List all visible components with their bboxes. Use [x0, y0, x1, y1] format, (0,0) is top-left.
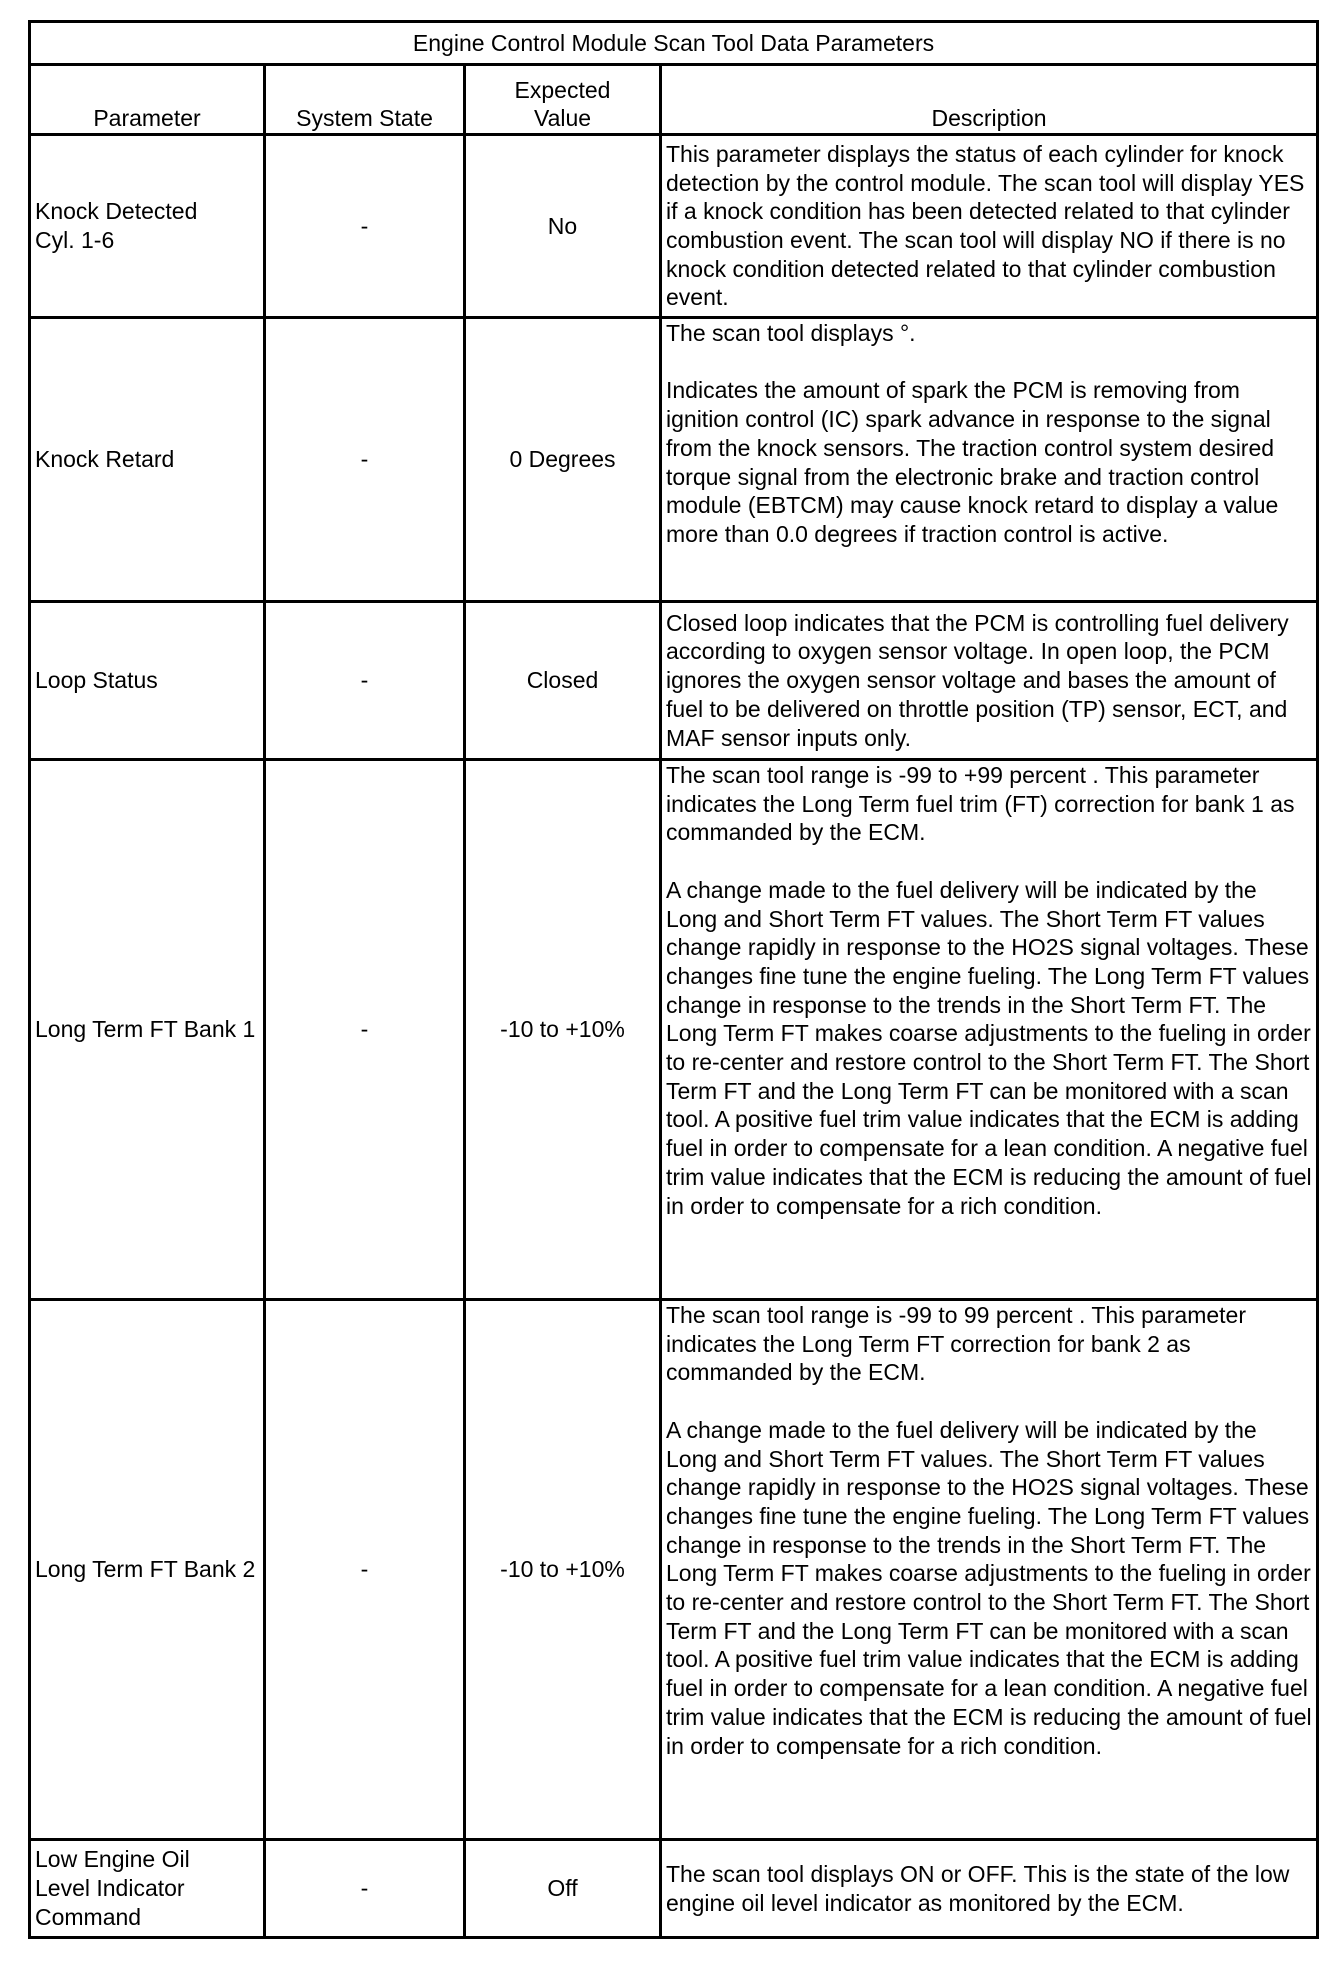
- row-parameter: Long Term FT Bank 1: [30, 760, 265, 1300]
- description-paragraph: The scan tool displays ON or OFF. This is the state of the low engine oil level indicator as monitored by the ECM.: [666, 1860, 1290, 1916]
- scan-tool-data-table: [28, 20, 1319, 1939]
- row-expected-value: No: [465, 135, 661, 318]
- row-parameter: Long Term FT Bank 2: [30, 1300, 265, 1840]
- row-system-state: -: [265, 135, 465, 318]
- table-row: [30, 1300, 1318, 1840]
- row-description: [661, 1840, 1318, 1938]
- row-description: [661, 602, 1318, 760]
- description-paragraph: The scan tool range is -99 to 99 percent . This parameter indicates the Long Term FT correction for bank 2 as commanded by the ECM.: [666, 1302, 1246, 1386]
- description-paragraph: Indicates the amount of spark the PCM is removing from ignition control (IC) spark advance in response to the signal from the knock sensors. The traction control system desired torque signal from the electronic brake and traction control module (EBTCM) may cause knock retard to display a value more than 0.0 degrees if traction control is active.: [666, 377, 1279, 547]
- header-expected-value: Expected Value: [465, 65, 661, 135]
- header-description: Description: [661, 65, 1318, 135]
- header-system-state: System State: [265, 65, 465, 135]
- description-paragraph: This parameter displays the status of each cylinder for knock detection by the control module. The scan tool will display YES if a knock condition has been detected related to that cylinder combustion event. The scan tool will display NO if there is no knock condition detected related to that cylinder combustion event.: [666, 140, 1305, 311]
- row-expected-value: Closed: [465, 602, 661, 760]
- row-description: [661, 1300, 1318, 1840]
- row-expected-value: 0 Degrees: [465, 318, 661, 602]
- table-row: [30, 1840, 1318, 1938]
- table-row: [30, 602, 1318, 760]
- row-parameter: Low Engine Oil Level Indicator Command: [30, 1840, 265, 1938]
- header-parameter: Parameter: [30, 65, 265, 135]
- row-system-state: -: [265, 318, 465, 602]
- description-paragraph: A change made to the fuel delivery will be indicated by the Long and Short Term FT values. The Short Term FT values change rapidly in response to the HO2S signal voltages. These changes fine tune the engine fueling. The Long Term FT values change in response to the trends in the Short Term FT. The Long Term FT makes coarse adjustments to the fueling in order to re-center and restore control to the Short Term FT. The Short Term FT and the Long Term FT can be monitored with a scan tool. A positive fuel trim value indicates that the ECM is adding fuel in order to compensate for a lean condition. A negative fuel trim value indicates that the ECM is reducing the amount of fuel in order to compensate for a rich condition.: [666, 876, 1312, 1219]
- row-system-state: -: [265, 602, 465, 760]
- header-row: [30, 65, 1318, 135]
- table-title: Engine Control Module Scan Tool Data Parameters: [30, 22, 1318, 65]
- row-parameter: Loop Status: [30, 602, 265, 760]
- table-row: [30, 760, 1318, 1300]
- row-system-state: -: [265, 760, 465, 1300]
- row-parameter: Knock Retard: [30, 318, 265, 602]
- row-parameter: Knock Detected Cyl. 1-6: [30, 135, 265, 318]
- row-system-state: -: [265, 1840, 465, 1938]
- row-system-state: -: [265, 1300, 465, 1840]
- description-paragraph: The scan tool range is -99 to +99 percent . This parameter indicates the Long Term fuel trim (FT) correction for bank 1 as commanded by the ECM.: [666, 762, 1295, 846]
- table-row: [30, 135, 1318, 318]
- description-paragraph: The scan tool displays °.: [666, 320, 916, 346]
- row-description: [661, 135, 1318, 318]
- title-row: [30, 22, 1318, 65]
- row-expected-value: -10 to +10%: [465, 760, 661, 1300]
- row-expected-value: -10 to +10%: [465, 1300, 661, 1840]
- row-description: [661, 318, 1318, 602]
- table-row: [30, 318, 1318, 602]
- description-paragraph: A change made to the fuel delivery will be indicated by the Long and Short Term FT values. The Short Term FT values change rapidly in response to the HO2S signal voltages. These changes fine tune the engine fueling. The Long Term FT values change in response to the trends in the Short Term FT. The Long Term FT makes coarse adjustments to the fueling in order to re-center and restore control to the Short Term FT. The Short Term FT and the Long Term FT can be monitored with a scan tool. A positive fuel trim value indicates that the ECM is adding fuel in order to compensate for a lean condition. A negative fuel trim value indicates that the ECM is reducing the amount of fuel in order to compensate for a rich condition.: [666, 1416, 1312, 1759]
- description-paragraph: Closed loop indicates that the PCM is controlling fuel delivery according to oxygen sensor voltage. In open loop, the PCM ignores the oxygen sensor voltage and bases the amount of fuel to be delivered on throttle position (TP) sensor, ECT, and MAF sensor inputs only.: [666, 609, 1289, 751]
- row-expected-value: Off: [465, 1840, 661, 1938]
- row-description: [661, 760, 1318, 1300]
